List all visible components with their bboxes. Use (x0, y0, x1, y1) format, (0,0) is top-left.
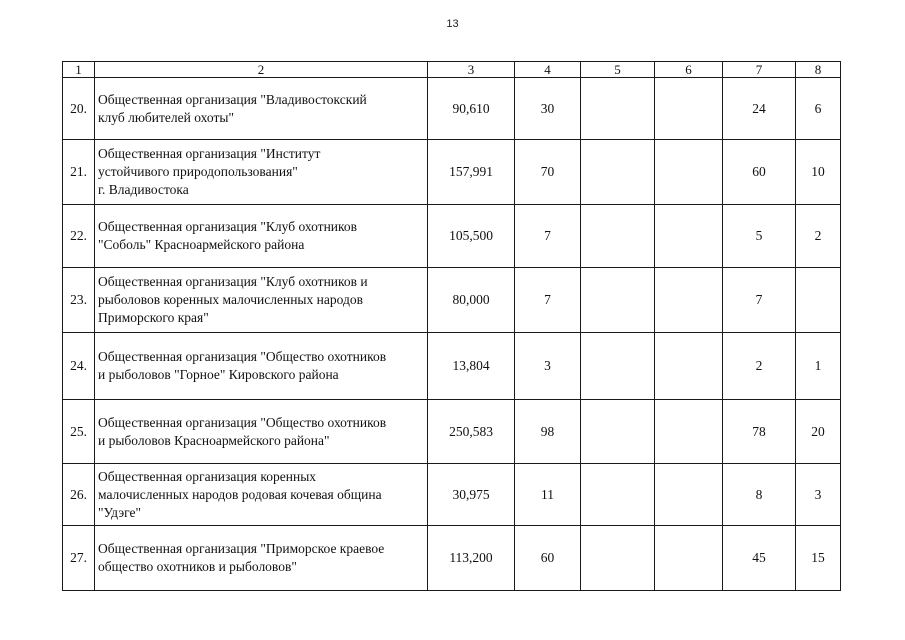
organization-name (95, 464, 428, 526)
name-line: "Соболь" Красноармейского района (98, 237, 305, 252)
header-cell-7: 7 (723, 62, 796, 78)
col4-value: 60 (515, 526, 581, 591)
name-line: и рыболовов Красноармейского района" (98, 432, 330, 448)
col6-value (655, 333, 723, 400)
col5-value (581, 464, 655, 526)
header-cell-8: 8 (796, 62, 841, 78)
name-line: г. Владивостока (98, 182, 189, 197)
row-number: 21. (63, 140, 95, 205)
name-line: клуб любителей охоты" (98, 109, 234, 125)
col4-value: 7 (515, 268, 581, 333)
col7-value: 45 (723, 526, 796, 591)
col6-value (655, 205, 723, 268)
col4-value: 98 (515, 400, 581, 464)
col3-value: 13,804 (428, 333, 515, 400)
col8-value (796, 268, 841, 333)
header-cell-1: 1 (63, 62, 95, 78)
col4-value: 7 (515, 205, 581, 268)
col3-value: 30,975 (428, 464, 515, 526)
organization-name (95, 333, 428, 400)
name-line: Общественная организация "Владивостокский (98, 91, 367, 107)
row-number: 22. (63, 205, 95, 268)
organization-name (95, 78, 428, 140)
col3-value: 113,200 (428, 526, 515, 591)
table-row (63, 464, 841, 526)
table-row (63, 526, 841, 591)
col7-value: 78 (723, 400, 796, 464)
col6-value (655, 268, 723, 333)
col5-value (581, 205, 655, 268)
col4-value: 70 (515, 140, 581, 205)
col6-value (655, 464, 723, 526)
row-number: 27. (63, 526, 95, 591)
header-cell-5: 5 (581, 62, 655, 78)
header-cell-3: 3 (428, 62, 515, 78)
col3-value: 105,500 (428, 205, 515, 268)
name-line: Общественная организация "Общество охотников (98, 414, 387, 430)
name-line: общество охотников и рыболовов" (98, 559, 297, 574)
allocation-table (62, 61, 841, 591)
name-line: Общественная организация "Институт (98, 146, 321, 161)
row-number: 23. (63, 268, 95, 333)
col6-value (655, 400, 723, 464)
header-cell-6: 6 (655, 62, 723, 78)
col3-value: 157,991 (428, 140, 515, 205)
name-line: Общественная организация "Клуб охотников и (98, 274, 368, 289)
col3-value: 90,610 (428, 78, 515, 140)
col7-value: 24 (723, 78, 796, 140)
organization-name (95, 268, 428, 333)
table-row (63, 140, 841, 205)
col4-value: 30 (515, 78, 581, 140)
page-number: 13 (446, 18, 459, 30)
col3-value: 80,000 (428, 268, 515, 333)
organization-name (95, 140, 428, 205)
col5-value (581, 400, 655, 464)
name-line: и рыболовов "Горное" Кировского района (98, 367, 339, 382)
organization-name (95, 205, 428, 268)
col7-value: 60 (723, 140, 796, 205)
col7-value: 5 (723, 205, 796, 268)
col8-value: 3 (796, 464, 841, 526)
col5-value (581, 268, 655, 333)
col3-value: 250,583 (428, 400, 515, 464)
row-number: 26. (63, 464, 95, 526)
name-line: малочисленных народов родовая кочевая община (98, 486, 382, 502)
col8-value: 1 (796, 333, 841, 400)
table-row (63, 333, 841, 400)
row-number: 25. (63, 400, 95, 464)
col8-value: 10 (796, 140, 841, 205)
name-line: устойчивого природопользования" (98, 164, 298, 179)
organization-name (95, 526, 428, 591)
name-line: Общественная организация "Приморское краевое (98, 541, 385, 556)
header-cell-4: 4 (515, 62, 581, 78)
name-line: Общественная организация "Клуб охотников (98, 219, 358, 234)
col8-value: 2 (796, 205, 841, 268)
name-line: Общественная организация "Общество охотников (98, 349, 387, 364)
col7-value: 2 (723, 333, 796, 400)
row-number: 24. (63, 333, 95, 400)
name-line: Общественная организация коренных (98, 468, 317, 484)
header-row (63, 62, 841, 78)
header-cell-2: 2 (95, 62, 428, 78)
table-row (63, 268, 841, 333)
col6-value (655, 140, 723, 205)
col5-value (581, 78, 655, 140)
col7-value: 7 (723, 268, 796, 333)
table-row (63, 78, 841, 140)
col4-value: 11 (515, 464, 581, 526)
table-row (63, 205, 841, 268)
name-line: "Удэге" (98, 504, 142, 520)
col5-value (581, 333, 655, 400)
table-row (63, 400, 841, 464)
col8-value: 6 (796, 78, 841, 140)
col5-value (581, 526, 655, 591)
organization-name (95, 400, 428, 464)
col4-value: 3 (515, 333, 581, 400)
col5-value (581, 140, 655, 205)
col8-value: 15 (796, 526, 841, 591)
row-number: 20. (63, 78, 95, 140)
col6-value (655, 526, 723, 591)
col8-value: 20 (796, 400, 841, 464)
col6-value (655, 78, 723, 140)
name-line: рыболовов коренных малочисленных народов (98, 292, 363, 307)
col7-value: 8 (723, 464, 796, 526)
name-line: Приморского края" (98, 310, 209, 325)
